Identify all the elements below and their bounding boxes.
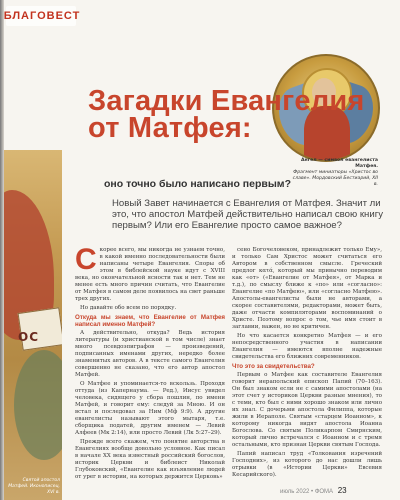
paragraph: Но что касается конкретно Матфея — и его непосредственного участия в написании Евангелия — имеются вполне надежные свидетельства его ближних современников. xyxy=(232,333,382,360)
magazine-name: ФОМА xyxy=(314,489,334,495)
paragraph: О Матфее и упоминается-то вскользь. Проходя оттуда (из Капернаума. — Ред.), Иисус увидел человека, сидящего у сбора пошлин, по имени Матфей, и говорит ему: следуй за Мною. И он встал и последовал за Ним (Мф 9:9). А другие евангелисты называют этого мытаря, т.е. сборщика податей, другим именем — Левий Алфеев (Мк 2:14), или просто Левий (Лк 5:27–29). xyxy=(75,381,225,437)
page-footer: июль 2022 • ФОМА 23 xyxy=(280,486,347,495)
section-heading: Откуда мы знаем, что Евангелие от Матфея написал именно Матфей? xyxy=(75,314,225,329)
open-book-shape xyxy=(18,307,62,350)
paragraph: Но давайте обо всем по порядку. xyxy=(80,305,177,311)
book-text: ОС xyxy=(18,330,40,344)
issue-date: июль 2022 xyxy=(280,489,310,495)
watermark xyxy=(3,6,81,26)
left-image-caption: Святой апостол Матфей. Иконописец, XVI в. xyxy=(8,478,60,495)
section-heading: Что это за свидетельства? xyxy=(232,363,315,370)
paragraph: А действительно, откуда? Ведь история литературы (и христианской в том числе) знает много псевдоэпиграфов — произведений, подписанных именами других, нередко более знаменитых авторов. А в тексте самого Евангелия совершенно не сказано, что его автор апостол Матфей. xyxy=(75,330,225,379)
page-number: 23 xyxy=(337,486,347,495)
medallion-caption-title: Ангел — символ евангелиста Матфея. xyxy=(300,158,378,169)
article-subtitle: оно точно было написано первым? xyxy=(104,178,291,190)
drop-cap: С xyxy=(75,243,97,276)
paragraph: Прежде всего скажем, что понятие авторства в Евангелиях вообще довольно условное. Как писал в начале XX века известный российский богослов, историк Церкви и библеист Николай Глубоковский, «Евангелие как изъявление людей от урег в истории, на которых держится Церковь» xyxy=(75,439,225,481)
paragraph: Папий написал труд «Толкования изречений Господних», из которого до нас дошли лишь отрывки (в «Истории Церкви» Евсевия Кесарийского). xyxy=(232,451,382,479)
article-lead: Новый Завет начинается с Евангелия от Матфея. Значит ли это, что апостол Матфей действительно написал свою книгу первым? Или его Евангелие просто самое важное? xyxy=(112,198,383,231)
text-column-right xyxy=(232,247,382,481)
watermark-text: БЛАГОВЕСТ xyxy=(3,10,81,22)
apostle-icon-image xyxy=(4,150,62,500)
article-title: Загадки Евангелия от Матфея: xyxy=(88,85,365,144)
robe-shape xyxy=(14,350,62,460)
paragraph: корее всего, мы никогда не узнаем точно, в какой именно последовательности были написаны четыре Евангелия. Споры об этом в библейской науке идут с XVIII века, но окончательной ясности так и нет. Тем не менее есть много причин считать, что Евангелие от Матфея в самом деле появилось на свет раньше трех других. xyxy=(75,247,225,302)
paragraph: сено Богочеловеком, принадлежит только Ему», и только Сам Христос может считаться его Автором в собственном смысле. Греческий предлог κατά, который мы привычно переводим как «от» («Евангелие от Матфея», от Марка и т.д.), по смыслу ближе к «по» или «согласно»: Евангелие «по Матфею», или «согласно Матфею». Апостолы-евангелисты были не авторами, а скорее составителями, редакторами, может быть, даже отчасти компиляторами воспоминаний о Христе. Поэтому вопрос о том, чье имя стоит в заглавии, важен, но не критичен. xyxy=(232,247,382,330)
paragraph: Первым о Матфее как составителе Евангелия говорит иерапольский епископ Папий (70–163). Он был знаком если не с самими апостолами (на этот счет у историков Церкви разные мнения), то с теми, кто был с ними хорошо знаком или лично их знал. С дочерьми апостола Филиппа, которые жили в Иераполе. Святым «старцем Иоанном», к которому никогда видят апостола Иоанна Богослова. Со святым Поликарпом Смирнским, который лично встречался с Иоанном и с тремя остальными, кто признан Церкви святым Господа. xyxy=(232,372,382,449)
medallion-caption xyxy=(288,158,378,188)
text-column-left xyxy=(75,243,225,483)
medallion-caption-text: Фрагмент миниатюры «Христос во славе». Мордовский Бестиарий, XII в. xyxy=(292,170,378,187)
